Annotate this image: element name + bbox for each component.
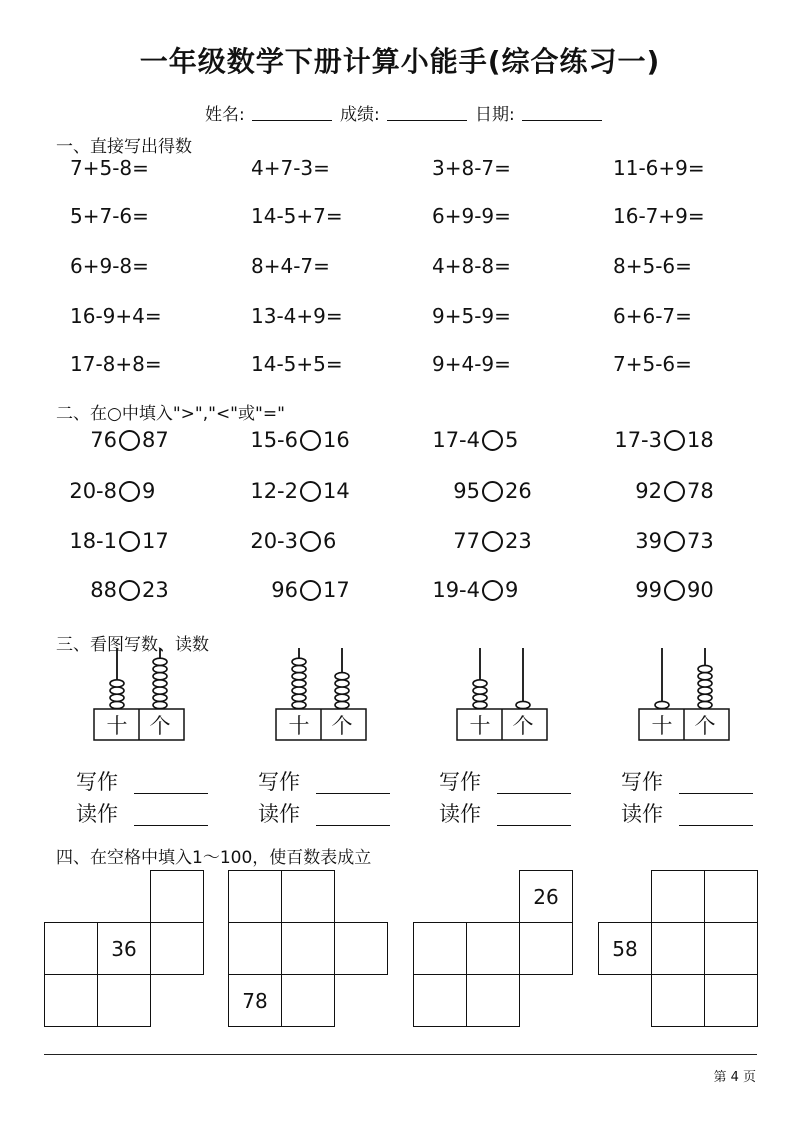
write-label: 写作 xyxy=(258,770,300,794)
hundred-chart-cell-blank[interactable] xyxy=(466,922,520,975)
comparison-left: 17-4 xyxy=(432,428,480,452)
answer-circle[interactable] xyxy=(482,481,503,502)
comparison-right: 18 xyxy=(687,428,714,452)
abacus-bead xyxy=(698,665,712,672)
calculation-problem: 7+5-6= xyxy=(613,352,692,376)
comparison-right: 17 xyxy=(323,578,350,602)
abacus-bead xyxy=(292,687,306,694)
hundred-chart-cell-blank[interactable] xyxy=(413,922,467,975)
comparison-item xyxy=(453,529,531,553)
calculation-problem: 9+4-9= xyxy=(432,352,511,376)
comparison-item xyxy=(69,529,168,553)
calculation-problem: 3+8-7= xyxy=(432,156,511,180)
comparison-left: 15-6 xyxy=(250,428,298,452)
write-answer-line[interactable] xyxy=(679,793,753,794)
calculation-problem: 11-6+9= xyxy=(613,156,705,180)
comparison-item xyxy=(635,578,713,602)
abacus-bead xyxy=(698,687,712,694)
hundred-chart-cell-blank[interactable] xyxy=(228,870,282,923)
comparison-right: 5 xyxy=(505,428,519,452)
abacus-bead xyxy=(110,680,124,687)
calculation-problem: 13-4+9= xyxy=(251,304,343,328)
ones-label: 个 xyxy=(512,714,534,738)
hundred-chart-cell-blank[interactable] xyxy=(519,922,573,975)
hundred-chart-cell-given: 36 xyxy=(97,922,151,975)
answer-circle[interactable] xyxy=(482,580,503,601)
hundred-chart-cell-blank[interactable] xyxy=(44,974,98,1027)
calculation-problem: 16-9+4= xyxy=(70,304,162,328)
write-answer-line[interactable] xyxy=(497,793,571,794)
comparison-left: 88 xyxy=(90,578,117,602)
hundred-chart-cell-blank[interactable] xyxy=(281,870,335,923)
calculation-problem: 6+6-7= xyxy=(613,304,692,328)
abacus-bead xyxy=(655,701,669,708)
comparison-item xyxy=(453,479,531,503)
comparison-item xyxy=(635,529,713,553)
comparison-left: 92 xyxy=(635,479,662,503)
abacus-bead xyxy=(335,680,349,687)
calculation-problem: 17-8+8= xyxy=(70,352,162,376)
comparison-item xyxy=(250,479,349,503)
abacus-bead xyxy=(153,687,167,694)
hundred-chart-cell-blank[interactable] xyxy=(704,974,758,1027)
abacus-bead xyxy=(335,687,349,694)
abacus xyxy=(457,643,549,743)
calculation-problem: 9+5-9= xyxy=(432,304,511,328)
abacus-bead xyxy=(292,673,306,680)
abacus-bead xyxy=(110,701,124,708)
comparison-right: 9 xyxy=(142,479,156,503)
hundred-chart-cell-blank[interactable] xyxy=(97,974,151,1027)
score-label: 成绩: xyxy=(340,105,380,125)
answer-circle[interactable] xyxy=(119,580,140,601)
comparison-item xyxy=(635,479,713,503)
name-label: 姓名: xyxy=(205,105,245,125)
abacus-bead xyxy=(473,694,487,701)
hundred-chart-cell-given: 78 xyxy=(228,974,282,1027)
comparison-item xyxy=(90,578,168,602)
abacus-bead xyxy=(473,701,487,708)
hundred-chart-cell-blank[interactable] xyxy=(228,922,282,975)
hundred-chart-cell-blank[interactable] xyxy=(704,870,758,923)
abacus xyxy=(276,643,368,743)
comparison-item xyxy=(250,428,349,452)
tens-label: 十 xyxy=(288,714,310,738)
calculation-problem: 4+7-3= xyxy=(251,156,330,180)
hundred-chart-cell-blank[interactable] xyxy=(704,922,758,975)
answer-circle[interactable] xyxy=(482,430,503,451)
hundred-chart-cell-blank[interactable] xyxy=(281,922,335,975)
answer-circle[interactable] xyxy=(664,430,685,451)
read-label: 读作 xyxy=(439,802,481,826)
comparison-left: 12-2 xyxy=(250,479,298,503)
abacus-bead xyxy=(292,701,306,708)
abacus-bead xyxy=(153,658,167,665)
section1-title: 一、直接写出得数 xyxy=(56,137,192,157)
answer-circle[interactable] xyxy=(300,531,321,552)
abacus-bead xyxy=(292,658,306,665)
hundred-chart-cell-given: 58 xyxy=(598,922,652,975)
hundred-chart-cell-given: 26 xyxy=(519,870,573,923)
comparison-left: 39 xyxy=(635,529,662,553)
tens-label: 十 xyxy=(469,714,491,738)
abacus-bead xyxy=(292,680,306,687)
write-label: 写作 xyxy=(76,770,118,794)
comparison-item xyxy=(90,428,168,452)
answer-circle[interactable] xyxy=(300,481,321,502)
read-label: 读作 xyxy=(621,802,663,826)
calculation-problem: 5+7-6= xyxy=(70,204,149,228)
abacus-bead xyxy=(335,701,349,708)
abacus-bead xyxy=(153,665,167,672)
comparison-item xyxy=(432,428,518,452)
comparison-left: 19-4 xyxy=(432,578,480,602)
read-answer-line[interactable] xyxy=(134,825,208,826)
answer-circle[interactable] xyxy=(119,481,140,502)
abacus-bead xyxy=(292,665,306,672)
calculation-problem: 6+9-9= xyxy=(432,204,511,228)
date-field[interactable] xyxy=(522,120,602,121)
abacus-bead xyxy=(153,694,167,701)
calculation-problem: 6+9-8= xyxy=(70,254,149,278)
hundred-chart-cell-blank[interactable] xyxy=(150,870,204,923)
calculation-problem: 7+5-8= xyxy=(70,156,149,180)
calculation-problem: 14-5+5= xyxy=(251,352,343,376)
read-answer-line[interactable] xyxy=(316,825,390,826)
read-answer-line[interactable] xyxy=(679,825,753,826)
comparison-right: 90 xyxy=(687,578,714,602)
comparison-right: 14 xyxy=(323,479,350,503)
section4-title: 四、在空格中填入1～100，使百数表成立 xyxy=(56,848,372,868)
abacus-bead xyxy=(153,701,167,708)
write-answer-line[interactable] xyxy=(134,793,208,794)
comparison-left: 18-1 xyxy=(69,529,117,553)
footer-divider xyxy=(44,1054,757,1055)
calculation-problem: 4+8-8= xyxy=(432,254,511,278)
comparison-item xyxy=(271,578,349,602)
comparison-right: 23 xyxy=(505,529,532,553)
comparison-item xyxy=(614,428,713,452)
abacus-bead xyxy=(335,673,349,680)
date-label: 日期: xyxy=(475,105,515,125)
read-answer-line[interactable] xyxy=(497,825,571,826)
score-field[interactable] xyxy=(387,120,467,121)
abacus-bead xyxy=(516,701,530,708)
page-number: 第 4 页 xyxy=(713,1070,756,1085)
abacus xyxy=(639,643,731,743)
answer-circle[interactable] xyxy=(300,430,321,451)
comparison-right: 6 xyxy=(323,529,337,553)
comparison-right: 17 xyxy=(142,529,169,553)
comparison-left: 17-3 xyxy=(614,428,662,452)
page-title: 一年级数学下册计算小能手(综合练习一) xyxy=(139,45,661,78)
read-label: 读作 xyxy=(76,802,118,826)
name-field[interactable] xyxy=(252,120,332,121)
write-label: 写作 xyxy=(439,770,481,794)
hundred-chart-cell-blank[interactable] xyxy=(466,974,520,1027)
comparison-item xyxy=(432,578,518,602)
tens-label: 十 xyxy=(651,714,673,738)
abacus-bead xyxy=(698,701,712,708)
write-answer-line[interactable] xyxy=(316,793,390,794)
comparison-left: 96 xyxy=(271,578,298,602)
answer-circle[interactable] xyxy=(119,531,140,552)
comparison-item xyxy=(250,529,336,553)
abacus-bead xyxy=(473,680,487,687)
comparison-right: 73 xyxy=(687,529,714,553)
read-label: 读作 xyxy=(258,802,300,826)
comparison-left: 76 xyxy=(90,428,117,452)
comparison-left: 20-8 xyxy=(69,479,117,503)
section3-title: 三、看图写数、读数 xyxy=(56,635,209,655)
tens-label: 十 xyxy=(106,714,128,738)
answer-circle[interactable] xyxy=(664,580,685,601)
abacus-bead xyxy=(698,694,712,701)
answer-circle[interactable] xyxy=(664,481,685,502)
answer-circle[interactable] xyxy=(482,531,503,552)
calculation-problem: 14-5+7= xyxy=(251,204,343,228)
ones-label: 个 xyxy=(331,714,353,738)
hundred-chart-cell-blank[interactable] xyxy=(281,974,335,1027)
abacus-bead xyxy=(292,694,306,701)
answer-circle[interactable] xyxy=(300,580,321,601)
abacus-bead xyxy=(110,694,124,701)
comparison-left: 20-3 xyxy=(250,529,298,553)
comparison-item xyxy=(69,479,155,503)
comparison-left: 95 xyxy=(453,479,480,503)
answer-circle[interactable] xyxy=(119,430,140,451)
ones-label: 个 xyxy=(694,714,716,738)
calculation-problem: 8+5-6= xyxy=(613,254,692,278)
abacus xyxy=(94,643,186,743)
comparison-left: 77 xyxy=(453,529,480,553)
comparison-right: 78 xyxy=(687,479,714,503)
abacus-bead xyxy=(110,687,124,694)
comparison-left: 99 xyxy=(635,578,662,602)
answer-circle[interactable] xyxy=(664,531,685,552)
comparison-right: 23 xyxy=(142,578,169,602)
hundred-chart-cell-blank[interactable] xyxy=(150,922,204,975)
abacus-bead xyxy=(698,673,712,680)
hundred-chart-cell-blank[interactable] xyxy=(651,922,705,975)
calculation-problem: 8+4-7= xyxy=(251,254,330,278)
calculation-problem: 16-7+9= xyxy=(613,204,705,228)
abacus-bead xyxy=(153,680,167,687)
hundred-chart-cell-blank[interactable] xyxy=(44,922,98,975)
comparison-right: 9 xyxy=(505,578,519,602)
section2-title: 二、在○中填入">","<"或"=" xyxy=(56,404,285,424)
write-label: 写作 xyxy=(621,770,663,794)
comparison-right: 87 xyxy=(142,428,169,452)
abacus-bead xyxy=(335,694,349,701)
hundred-chart-cell-blank[interactable] xyxy=(334,922,388,975)
abacus-bead xyxy=(153,673,167,680)
comparison-right: 16 xyxy=(323,428,350,452)
abacus-bead xyxy=(698,680,712,687)
hundred-chart-cell-blank[interactable] xyxy=(651,974,705,1027)
hundred-chart-cell-blank[interactable] xyxy=(651,870,705,923)
abacus-bead xyxy=(473,687,487,694)
ones-label: 个 xyxy=(149,714,171,738)
hundred-chart-cell-blank[interactable] xyxy=(413,974,467,1027)
comparison-right: 26 xyxy=(505,479,532,503)
